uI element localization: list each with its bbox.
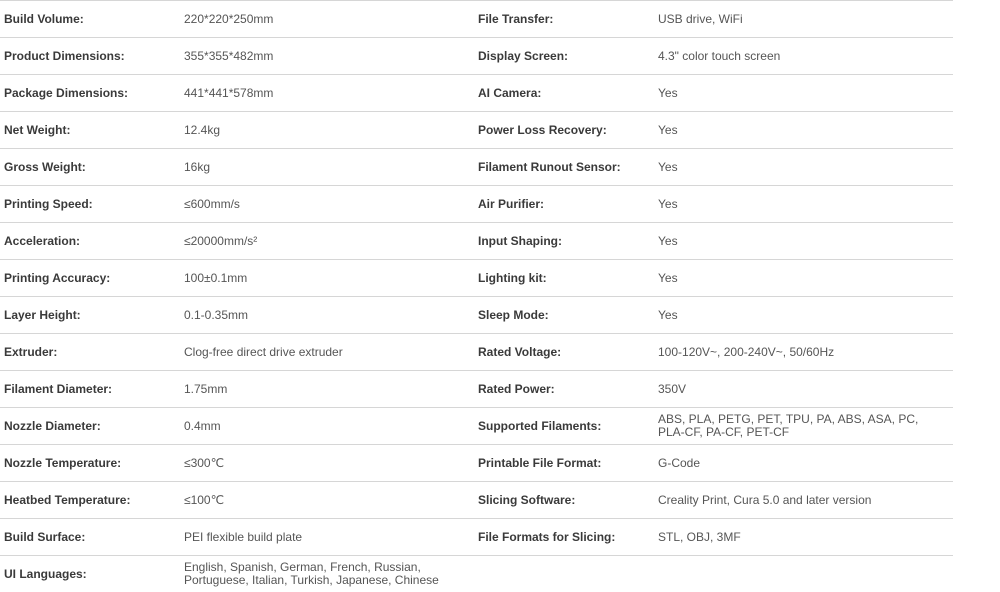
- spec-label: Power Loss Recovery:: [478, 122, 607, 137]
- spec-row: [0, 259, 953, 296]
- spec-value: 220*220*250mm: [184, 11, 274, 26]
- spec-label: Build Surface:: [4, 529, 86, 544]
- spec-value: Yes: [658, 122, 678, 137]
- spec-row: [0, 74, 953, 111]
- spec-row: [0, 370, 953, 407]
- spec-label: Lighting kit:: [478, 270, 547, 285]
- spec-value: 16kg: [184, 159, 211, 174]
- spec-value: English, Spanish, German, French, Russian, Portuguese, Italian, Turkish, Japanese, Chinese: [184, 560, 439, 587]
- spec-value: PEI flexible build plate: [184, 529, 303, 544]
- spec-value: USB drive, WiFi: [658, 11, 743, 26]
- spec-label: Build Volume:: [4, 11, 84, 26]
- spec-row: [0, 111, 953, 148]
- spec-value: STL, OBJ, 3MF: [658, 529, 741, 544]
- spec-value: 355*355*482mm: [184, 48, 274, 63]
- spec-label: Input Shaping:: [478, 233, 562, 248]
- spec-value: Yes: [658, 159, 678, 174]
- spec-row: [0, 148, 953, 185]
- spec-label: File Transfer:: [478, 11, 554, 26]
- spec-value: ABS, PLA, PETG, PET, TPU, PA, ABS, ASA, PC, PLA-CF, PA-CF, PET-CF: [658, 412, 919, 439]
- spec-row: [0, 481, 953, 518]
- spec-label: AI Camera:: [478, 85, 542, 100]
- spec-value: ≤600mm/s: [184, 196, 240, 211]
- spec-value: 100±0.1mm: [184, 270, 248, 285]
- spec-label: Rated Power:: [478, 381, 555, 396]
- spec-label: Printable File Format:: [478, 455, 602, 470]
- spec-row: [0, 222, 953, 259]
- spec-label: Layer Height:: [4, 307, 81, 322]
- spec-row: [0, 296, 953, 333]
- spec-value: Yes: [658, 270, 678, 285]
- spec-label: Heatbed Temperature:: [4, 492, 131, 507]
- spec-value: ≤20000mm/s²: [184, 233, 258, 248]
- spec-value: G-Code: [658, 455, 701, 470]
- spec-value: Yes: [658, 307, 678, 322]
- spec-label: Nozzle Diameter:: [4, 418, 101, 433]
- spec-row: [0, 37, 953, 74]
- spec-value: 0.4mm: [184, 418, 221, 433]
- spec-value: 4.3" color touch screen: [658, 48, 781, 63]
- spec-value: 12.4kg: [184, 122, 221, 137]
- spec-label: File Formats for Slicing:: [478, 529, 616, 544]
- spec-value: Creality Print, Cura 5.0 and later version: [658, 492, 872, 507]
- spec-row: [0, 0, 953, 37]
- spec-row: [0, 333, 953, 370]
- spec-value: 350V: [658, 381, 687, 396]
- spec-label: Gross Weight:: [4, 159, 86, 174]
- spec-value: Clog-free direct drive extruder: [184, 344, 343, 359]
- spec-row: [0, 407, 953, 444]
- spec-label: Printing Accuracy:: [4, 270, 111, 285]
- spec-label: Filament Diameter:: [4, 381, 113, 396]
- spec-label: Package Dimensions:: [4, 85, 129, 100]
- spec-label: Printing Speed:: [4, 196, 93, 211]
- spec-value: 0.1-0.35mm: [184, 307, 249, 322]
- spec-label: Rated Voltage:: [478, 344, 562, 359]
- spec-label: Filament Runout Sensor:: [478, 159, 621, 174]
- spec-label: Extruder:: [4, 344, 58, 359]
- spec-value: Yes: [658, 233, 678, 248]
- spec-row: [0, 518, 953, 555]
- spec-row: [0, 444, 953, 481]
- spec-label: UI Languages:: [4, 566, 87, 581]
- spec-value: 1.75mm: [184, 381, 228, 396]
- spec-label: Acceleration:: [4, 233, 81, 248]
- spec-label: Slicing Software:: [478, 492, 576, 507]
- spec-value: 441*441*578mm: [184, 85, 274, 100]
- spec-value: Yes: [658, 196, 678, 211]
- spec-label: Product Dimensions:: [4, 48, 125, 63]
- spec-value: Yes: [658, 85, 678, 100]
- spec-label: Nozzle Temperature:: [4, 455, 122, 470]
- spec-row: [0, 185, 953, 222]
- spec-label: Net Weight:: [4, 122, 71, 137]
- spec-label: Supported Filaments:: [478, 418, 602, 433]
- spec-value: ≤300℃: [184, 455, 225, 470]
- spec-label: Display Screen:: [478, 48, 569, 63]
- spec-label: Air Purifier:: [478, 196, 545, 211]
- spec-value: ≤100℃: [184, 492, 225, 507]
- spec-value: 100-120V~, 200-240V~, 50/60Hz: [658, 344, 835, 359]
- spec-row: [0, 555, 953, 592]
- spec-label: Sleep Mode:: [478, 307, 549, 322]
